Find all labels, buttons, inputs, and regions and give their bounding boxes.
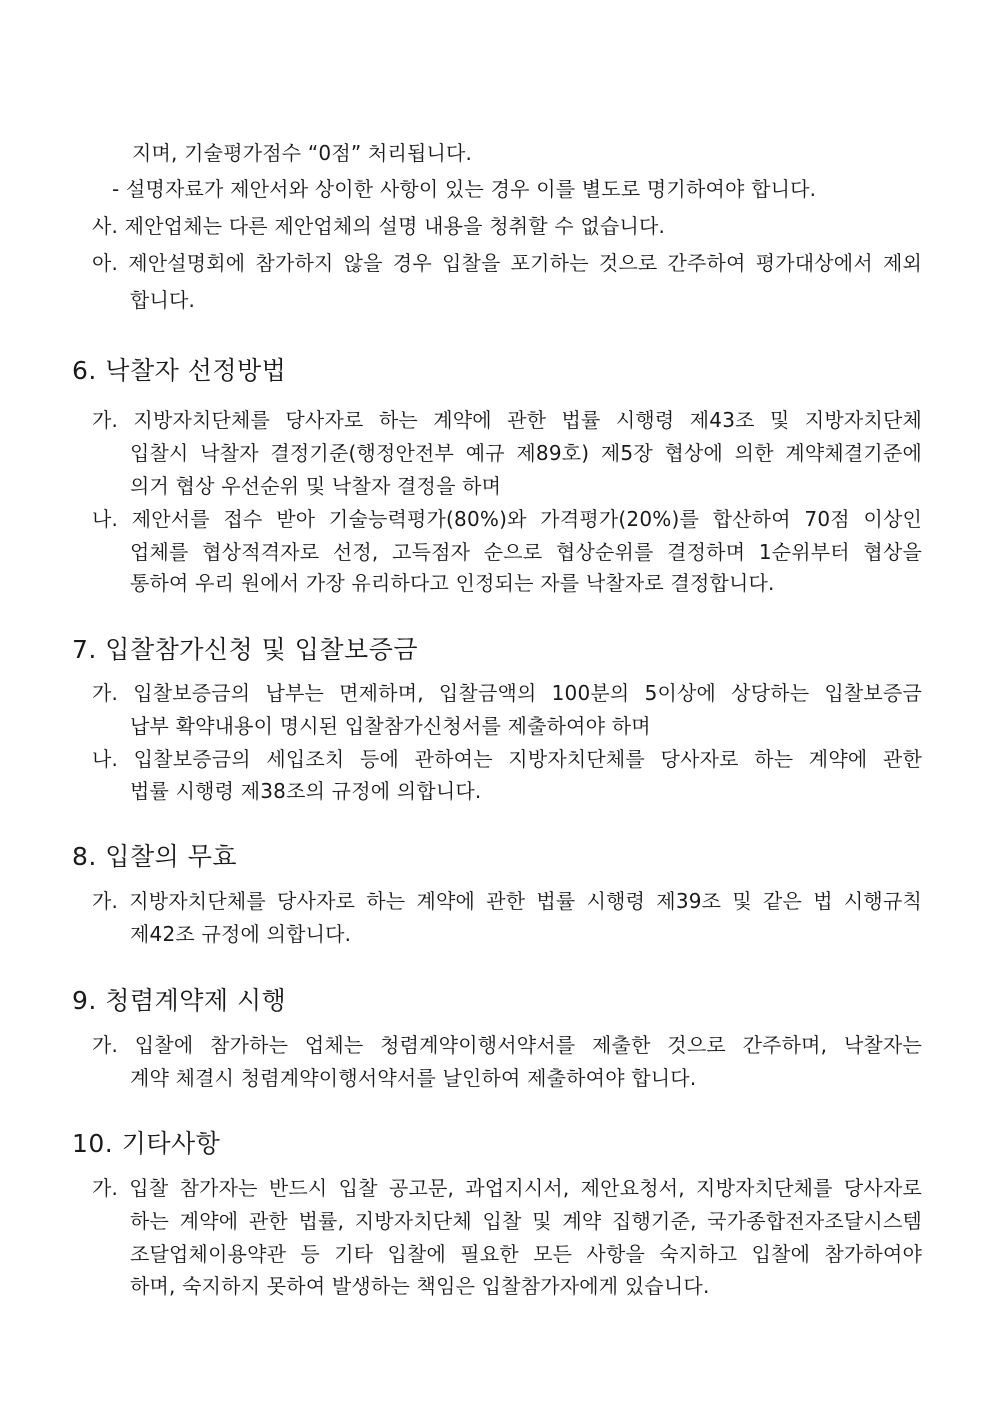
section-10-item-1-line-4: 하며, 숙지하지 못하여 발생하는 책임은 입찰참가자에게 있습니다.: [130, 1274, 710, 1298]
item-sa: 사. 제안업체는 다른 제안업체의 설명 내용을 청취할 수 없습니다.: [92, 214, 666, 238]
section-heading-6: 6. 낙찰자 선정방법: [72, 356, 287, 385]
section-6-item-1-line-3: 의거 협상 우선순위 및 낙찰자 결정을 하며: [130, 474, 502, 498]
section-7-item-1-line-1: 가. 입찰보증금의 납부는 면제하며, 입찰금액의 100분의 5이상에 상당하는 입찰보증금: [92, 681, 922, 705]
section-heading-8: 8. 입찰의 무효: [72, 842, 237, 871]
section-6-item-1-line-1: 가. 지방자치단체를 당사자로 하는 계약에 관한 법률 시행령 제43조 및 지방자치단체: [92, 408, 922, 432]
section-6-item-2-line-3: 통하여 우리 원에서 가장 유리하다고 인정되는 자를 낙찰자로 결정합니다.: [130, 571, 775, 595]
section-10-item-1-line-1: 가. 입찰 참가자는 반드시 입찰 공고문, 과업지시서, 제안요청서, 지방자치단체를 당사자로: [92, 1176, 922, 1200]
section-8-item-1-line-1: 가. 지방자치단체를 당사자로 하는 계약에 관한 법률 시행령 제39조 및 같은 법 시행규칙: [92, 889, 922, 913]
section-9-item-1-line-1: 가. 입찰에 참가하는 업체는 청렴계약이행서약서를 제출한 것으로 간주하며, 낙찰자는: [92, 1033, 922, 1057]
item-a-line1: 아. 제안설명회에 참가하지 않을 경우 입찰을 포기하는 것으로 간주하여 평가대상에서 제외: [92, 251, 922, 275]
section-7-item-1-line-2: 납부 확약내용이 명시된 입찰참가신청서를 제출하여야 하며: [130, 714, 651, 738]
dash-note: - 설명자료가 제안서와 상이한 사항이 있는 경우 이를 별도로 명기하여야 합니다.: [112, 177, 817, 201]
section-10-item-1-line-3: 조달업체이용약관 등 기타 입찰에 필요한 모든 사항을 숙지하고 입찰에 참가하여야: [130, 1242, 922, 1266]
section-heading-10: 10. 기타사항: [72, 1129, 221, 1158]
section-7-item-2-line-2: 법률 시행령 제38조의 규정에 의합니다.: [130, 779, 482, 803]
item-a-line2: 합니다.: [130, 288, 196, 312]
continued-text: 지며, 기술평가점수 “0점” 처리됩니다.: [132, 141, 473, 165]
section-8-item-1-line-2: 제42조 규정에 의합니다.: [130, 922, 352, 946]
section-6-item-2-line-1: 나. 제안서를 접수 받아 기술능력평가(80%)와 가격평가(20%)를 합산하여 70점 이상인: [92, 507, 922, 531]
section-10-item-1-line-2: 하는 계약에 관한 법률, 지방자치단체 입찰 및 계약 집행기준, 국가종합전자조달시스템: [130, 1209, 922, 1233]
section-7-item-2-line-1: 나. 입찰보증금의 세입조치 등에 관하여는 지방자치단체를 당사자로 하는 계약에 관한: [92, 747, 922, 771]
section-9-item-1-line-2: 계약 체결시 청렴계약이행서약서를 날인하여 제출하여야 합니다.: [130, 1066, 697, 1090]
section-heading-7: 7. 입찰참가신청 및 입찰보증금: [72, 635, 418, 664]
section-6-item-2-line-2: 업체를 협상적격자로 선정, 고득점자 순으로 협상순위를 결정하며 1순위부터 협상을: [130, 540, 922, 564]
section-heading-9: 9. 청렴계약제 시행: [72, 986, 287, 1015]
section-6-item-1-line-2: 입찰시 낙찰자 결정기준(행정안전부 예규 제89호) 제5장 협상에 의한 계약체결기준에: [130, 441, 922, 465]
